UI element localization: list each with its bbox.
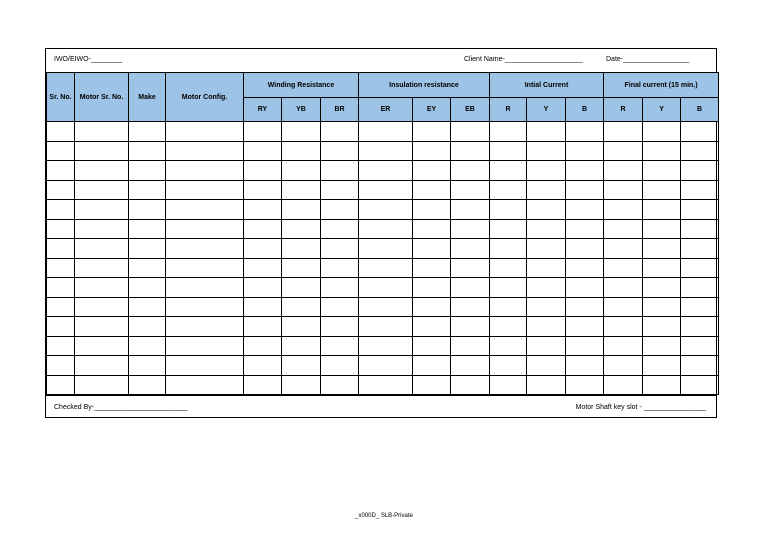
table-cell[interactable]	[451, 200, 490, 220]
table-cell[interactable]	[244, 297, 282, 317]
table-cell[interactable]	[413, 258, 451, 278]
table-cell[interactable]	[527, 161, 566, 181]
table-cell[interactable]	[75, 336, 129, 356]
table-cell[interactable]	[490, 122, 527, 142]
motor-test-table	[46, 72, 719, 395]
table-cell[interactable]	[604, 122, 643, 142]
table-cell[interactable]	[566, 239, 604, 259]
table-cell[interactable]	[282, 180, 321, 200]
table-cell[interactable]	[604, 336, 643, 356]
table-cell[interactable]	[527, 239, 566, 259]
table-cell[interactable]	[359, 161, 413, 181]
table-cell[interactable]	[321, 200, 359, 220]
table-cell[interactable]	[129, 122, 166, 142]
table-body	[47, 122, 719, 395]
table-row	[47, 239, 719, 259]
table-cell[interactable]	[451, 278, 490, 298]
table-cell[interactable]	[643, 161, 681, 181]
table-cell[interactable]	[244, 239, 282, 259]
table-cell[interactable]	[75, 141, 129, 161]
table-cell[interactable]	[413, 161, 451, 181]
table-cell[interactable]	[604, 375, 643, 395]
page-footer: _x000D_ SLB-Private	[355, 513, 413, 519]
table-cell[interactable]	[643, 356, 681, 376]
table-cell[interactable]	[359, 219, 413, 239]
table-cell[interactable]	[75, 278, 129, 298]
table-row	[47, 356, 719, 376]
table-cell[interactable]	[451, 239, 490, 259]
table-cell[interactable]	[47, 141, 75, 161]
table-row	[47, 375, 719, 395]
table-cell[interactable]	[643, 297, 681, 317]
table-cell[interactable]	[47, 239, 75, 259]
table-cell[interactable]	[321, 336, 359, 356]
table-cell[interactable]	[566, 317, 604, 337]
table-cell[interactable]	[321, 278, 359, 298]
table-cell[interactable]	[282, 141, 321, 161]
table-cell[interactable]	[451, 356, 490, 376]
table-cell[interactable]	[413, 219, 451, 239]
table-cell[interactable]	[47, 278, 75, 298]
table-row	[47, 258, 719, 278]
table-cell[interactable]	[282, 356, 321, 376]
table-cell[interactable]	[282, 239, 321, 259]
client-name-field[interactable]: Client Name-____________________	[464, 56, 583, 63]
table-cell[interactable]	[321, 356, 359, 376]
table-cell[interactable]	[129, 180, 166, 200]
col-header-sr-no: Sr. No.	[47, 73, 75, 122]
table-row	[47, 297, 719, 317]
table-cell[interactable]	[282, 278, 321, 298]
table-cell[interactable]	[643, 375, 681, 395]
table-cell[interactable]	[282, 200, 321, 220]
table-cell[interactable]	[490, 180, 527, 200]
table-cell[interactable]	[166, 317, 244, 337]
table-cell[interactable]	[566, 219, 604, 239]
table-cell[interactable]	[413, 297, 451, 317]
table-cell[interactable]	[282, 258, 321, 278]
table-cell[interactable]	[166, 122, 244, 142]
table-cell[interactable]	[490, 239, 527, 259]
table-cell[interactable]	[129, 219, 166, 239]
table-cell[interactable]	[244, 141, 282, 161]
table-cell[interactable]	[643, 336, 681, 356]
table-cell[interactable]	[282, 219, 321, 239]
table-cell[interactable]	[75, 356, 129, 376]
table-cell[interactable]	[643, 317, 681, 337]
table-cell[interactable]	[359, 297, 413, 317]
table-cell[interactable]	[244, 356, 282, 376]
table-cell[interactable]	[75, 219, 129, 239]
table-cell[interactable]	[681, 356, 719, 376]
table-cell[interactable]	[451, 258, 490, 278]
table-cell[interactable]	[413, 336, 451, 356]
table-cell[interactable]	[681, 239, 719, 259]
table-cell[interactable]	[681, 141, 719, 161]
table-cell[interactable]	[643, 141, 681, 161]
table-cell[interactable]	[166, 297, 244, 317]
table-cell[interactable]	[129, 278, 166, 298]
table-cell[interactable]	[129, 356, 166, 376]
table-cell[interactable]	[490, 278, 527, 298]
table-cell[interactable]	[244, 122, 282, 142]
table-cell[interactable]	[166, 161, 244, 181]
table-cell[interactable]	[527, 219, 566, 239]
table-cell[interactable]	[527, 356, 566, 376]
table-cell[interactable]	[282, 161, 321, 181]
table-cell[interactable]	[681, 200, 719, 220]
table-cell[interactable]	[451, 122, 490, 142]
table-cell[interactable]	[451, 336, 490, 356]
table-cell[interactable]	[166, 356, 244, 376]
table-cell[interactable]	[604, 356, 643, 376]
col-header-insulation-resistance: Insulation resistance	[359, 73, 490, 98]
table-cell[interactable]	[451, 297, 490, 317]
table-cell[interactable]	[166, 258, 244, 278]
table-cell[interactable]	[359, 317, 413, 337]
col-header-initial-current: Intial Current	[490, 73, 604, 98]
table-cell[interactable]	[129, 161, 166, 181]
table-cell[interactable]	[321, 258, 359, 278]
subheader-initial-r: R	[490, 98, 527, 122]
subheader-final-y: Y	[643, 98, 681, 122]
table-cell[interactable]	[321, 219, 359, 239]
table-cell[interactable]	[75, 297, 129, 317]
table-cell[interactable]	[166, 278, 244, 298]
table-cell[interactable]	[282, 122, 321, 142]
subheader-winding-br: BR	[321, 98, 359, 122]
table-cell[interactable]	[490, 375, 527, 395]
table-cell[interactable]	[244, 180, 282, 200]
checked-by-field[interactable]: Checked By-________________________	[54, 404, 188, 411]
table-cell[interactable]	[75, 122, 129, 142]
table-cell[interactable]	[451, 219, 490, 239]
table-cell[interactable]	[321, 141, 359, 161]
table-cell[interactable]	[566, 278, 604, 298]
table-cell[interactable]	[566, 356, 604, 376]
table-cell[interactable]	[321, 375, 359, 395]
table-cell[interactable]	[681, 161, 719, 181]
col-header-motor-config: Motor Config.	[166, 73, 244, 122]
table-cell[interactable]	[47, 297, 75, 317]
table-cell[interactable]	[681, 317, 719, 337]
motor-shaft-key-slot-field[interactable]: Motor Shaft key slot - ________________	[575, 404, 706, 411]
table-cell[interactable]	[359, 278, 413, 298]
table-cell[interactable]	[643, 219, 681, 239]
table-cell[interactable]	[359, 336, 413, 356]
table-cell[interactable]	[321, 297, 359, 317]
table-cell[interactable]	[166, 200, 244, 220]
table-cell[interactable]	[321, 161, 359, 181]
motor-test-form	[45, 48, 717, 418]
table-cell[interactable]	[490, 356, 527, 376]
date-field[interactable]: Date-_________________	[606, 56, 690, 63]
table-cell[interactable]	[566, 141, 604, 161]
table-cell[interactable]	[47, 219, 75, 239]
table-cell[interactable]	[244, 200, 282, 220]
table-cell[interactable]	[413, 200, 451, 220]
table-cell[interactable]	[244, 317, 282, 337]
col-header-winding-resistance: Winding Resistance	[244, 73, 359, 98]
table-cell[interactable]	[413, 317, 451, 337]
table-cell[interactable]	[129, 200, 166, 220]
table-cell[interactable]	[643, 200, 681, 220]
table-row	[47, 200, 719, 220]
table-cell[interactable]	[166, 141, 244, 161]
table-cell[interactable]	[75, 375, 129, 395]
table-cell[interactable]	[681, 219, 719, 239]
table-cell[interactable]	[75, 161, 129, 181]
table-cell[interactable]	[129, 317, 166, 337]
table-cell[interactable]	[413, 375, 451, 395]
table-cell[interactable]	[643, 258, 681, 278]
table-row	[47, 278, 719, 298]
table-cell[interactable]	[527, 122, 566, 142]
form-footer	[46, 395, 716, 417]
table-cell[interactable]	[244, 278, 282, 298]
table-cell[interactable]	[75, 200, 129, 220]
table-cell[interactable]	[321, 180, 359, 200]
table-cell[interactable]	[129, 239, 166, 259]
table-row	[47, 161, 719, 181]
table-cell[interactable]	[47, 317, 75, 337]
table-cell[interactable]	[681, 336, 719, 356]
table-cell[interactable]	[451, 375, 490, 395]
table-cell[interactable]	[129, 375, 166, 395]
table-cell[interactable]	[129, 336, 166, 356]
table-cell[interactable]	[75, 180, 129, 200]
table-cell[interactable]	[359, 239, 413, 259]
table-cell[interactable]	[566, 180, 604, 200]
table-cell[interactable]	[75, 258, 129, 278]
table-cell[interactable]	[490, 161, 527, 181]
table-cell[interactable]	[566, 161, 604, 181]
subheader-winding-ry: RY	[244, 98, 282, 122]
table-cell[interactable]	[47, 122, 75, 142]
iwo-field[interactable]: IWO/EIWO-________	[54, 56, 123, 63]
table-cell[interactable]	[166, 239, 244, 259]
table-cell[interactable]	[47, 180, 75, 200]
table-cell[interactable]	[604, 239, 643, 259]
table-cell[interactable]	[244, 161, 282, 181]
table-cell[interactable]	[47, 200, 75, 220]
table-cell[interactable]	[413, 356, 451, 376]
table-cell[interactable]	[681, 122, 719, 142]
table-cell[interactable]	[129, 258, 166, 278]
table-cell[interactable]	[490, 219, 527, 239]
table-cell[interactable]	[75, 317, 129, 337]
table-cell[interactable]	[359, 258, 413, 278]
table-cell[interactable]	[451, 161, 490, 181]
table-cell[interactable]	[604, 297, 643, 317]
table-cell[interactable]	[604, 278, 643, 298]
table-cell[interactable]	[490, 200, 527, 220]
table-cell[interactable]	[681, 180, 719, 200]
table-cell[interactable]	[321, 122, 359, 142]
table-cell[interactable]	[244, 375, 282, 395]
table-cell[interactable]	[413, 180, 451, 200]
subheader-insulation-eb: EB	[451, 98, 490, 122]
table-cell[interactable]	[490, 258, 527, 278]
col-header-motor-sr-no: Motor Sr. No.	[75, 73, 129, 122]
table-cell[interactable]	[451, 141, 490, 161]
table-cell[interactable]	[604, 141, 643, 161]
table-row	[47, 141, 719, 161]
subheader-insulation-er: ER	[359, 98, 413, 122]
table-cell[interactable]	[413, 239, 451, 259]
form-header	[46, 49, 716, 72]
table-cell[interactable]	[47, 375, 75, 395]
table-cell[interactable]	[244, 336, 282, 356]
table-cell[interactable]	[166, 219, 244, 239]
table-cell[interactable]	[166, 336, 244, 356]
table-cell[interactable]	[527, 336, 566, 356]
col-header-final-current: Final current (15 min.)	[604, 73, 719, 98]
table-cell[interactable]	[681, 278, 719, 298]
table-row	[47, 180, 719, 200]
table-cell[interactable]	[490, 297, 527, 317]
table-cell[interactable]	[604, 258, 643, 278]
table-cell[interactable]	[490, 317, 527, 337]
table-cell[interactable]	[681, 258, 719, 278]
table-cell[interactable]	[604, 219, 643, 239]
table-cell[interactable]	[282, 336, 321, 356]
table-cell[interactable]	[282, 297, 321, 317]
table-cell[interactable]	[681, 297, 719, 317]
table-cell[interactable]	[282, 317, 321, 337]
table-cell[interactable]	[359, 180, 413, 200]
table-row	[47, 336, 719, 356]
table-cell[interactable]	[527, 317, 566, 337]
table-cell[interactable]	[359, 356, 413, 376]
table-cell[interactable]	[643, 239, 681, 259]
table-cell[interactable]	[244, 258, 282, 278]
table-cell[interactable]	[359, 141, 413, 161]
table-cell[interactable]	[604, 161, 643, 181]
table-cell[interactable]	[413, 141, 451, 161]
table-cell[interactable]	[527, 375, 566, 395]
subheader-final-b: B	[681, 98, 719, 122]
table-cell[interactable]	[604, 317, 643, 337]
table-row	[47, 122, 719, 142]
table-row	[47, 219, 719, 239]
table-cell[interactable]	[527, 180, 566, 200]
subheader-winding-yb: YB	[282, 98, 321, 122]
table-cell[interactable]	[527, 278, 566, 298]
table-cell[interactable]	[451, 317, 490, 337]
table-cell[interactable]	[129, 297, 166, 317]
table-cell[interactable]	[359, 122, 413, 142]
table-cell[interactable]	[244, 219, 282, 239]
table-cell[interactable]	[413, 278, 451, 298]
table-cell[interactable]	[527, 297, 566, 317]
table-cell[interactable]	[321, 317, 359, 337]
table-cell[interactable]	[604, 180, 643, 200]
table-cell[interactable]	[47, 356, 75, 376]
table-cell[interactable]	[527, 141, 566, 161]
table-cell[interactable]	[643, 122, 681, 142]
subheader-initial-y: Y	[527, 98, 566, 122]
table-cell[interactable]	[129, 141, 166, 161]
table-cell[interactable]	[282, 375, 321, 395]
table-cell[interactable]	[47, 161, 75, 181]
table-cell[interactable]	[166, 180, 244, 200]
table-cell[interactable]	[413, 122, 451, 142]
table-cell[interactable]	[490, 141, 527, 161]
table-cell[interactable]	[604, 200, 643, 220]
table-cell[interactable]	[359, 200, 413, 220]
subheader-final-r: R	[604, 98, 643, 122]
table-cell[interactable]	[643, 180, 681, 200]
table-cell[interactable]	[359, 375, 413, 395]
table-cell[interactable]	[566, 122, 604, 142]
table-cell[interactable]	[566, 297, 604, 317]
table-cell[interactable]	[527, 200, 566, 220]
table-cell[interactable]	[681, 375, 719, 395]
table-cell[interactable]	[451, 180, 490, 200]
table-cell[interactable]	[490, 336, 527, 356]
table-cell[interactable]	[527, 258, 566, 278]
subheader-initial-b: B	[566, 98, 604, 122]
table-cell[interactable]	[566, 258, 604, 278]
table-cell[interactable]	[166, 375, 244, 395]
col-header-make: Make	[129, 73, 166, 122]
table-row	[47, 317, 719, 337]
table-cell[interactable]	[47, 336, 75, 356]
table-cell[interactable]	[566, 336, 604, 356]
table-cell[interactable]	[321, 239, 359, 259]
table-cell[interactable]	[643, 278, 681, 298]
table-cell[interactable]	[566, 375, 604, 395]
table-cell[interactable]	[75, 239, 129, 259]
table-cell[interactable]	[566, 200, 604, 220]
subheader-insulation-ey: EY	[413, 98, 451, 122]
table-cell[interactable]	[47, 258, 75, 278]
